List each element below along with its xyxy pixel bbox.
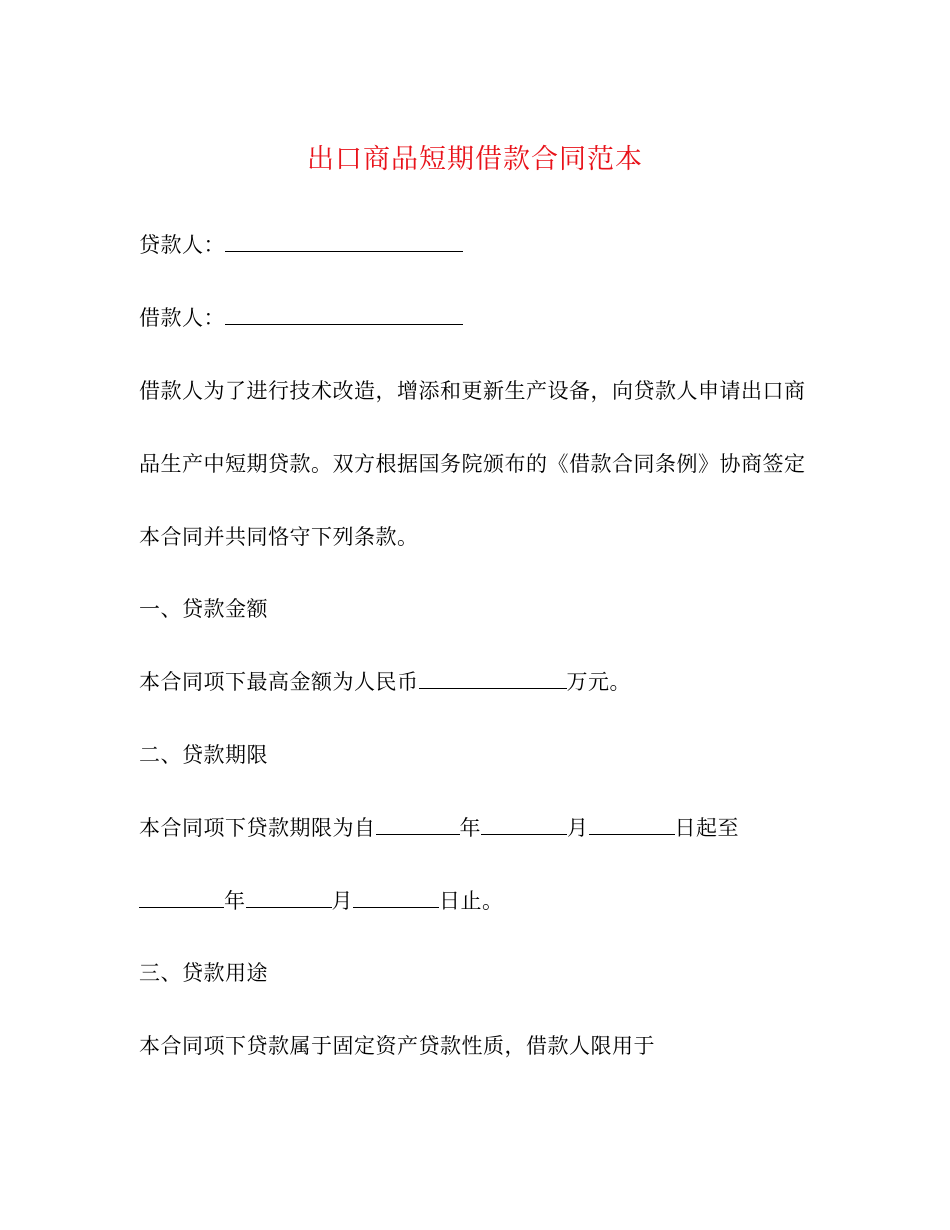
start-month-blank[interactable]	[481, 812, 567, 835]
end-month-blank[interactable]	[246, 885, 332, 908]
lender-line	[139, 229, 463, 261]
preamble-line-1: 借款人为了进行技术改造，增添和更新生产设备，向贷款人申请出口商	[139, 379, 806, 403]
borrower-label: 借款人：	[139, 306, 225, 330]
start-year-blank[interactable]	[376, 812, 460, 835]
section2-period-line-1	[139, 812, 739, 844]
end-year-blank[interactable]	[139, 885, 224, 908]
end-day-blank[interactable]	[353, 885, 439, 908]
end-month-unit: 月	[331, 889, 353, 913]
section3-text: 本合同项下贷款属于固定资产贷款性质，借款人限用于	[139, 1034, 655, 1058]
lender-label: 贷款人：	[139, 233, 225, 257]
section1-amount-line	[139, 666, 631, 698]
preamble-line-3: 本合同并共同恪守下列条款。	[139, 525, 419, 549]
preamble-line-2: 品生产中短期贷款。双方根据国务院颁布的《借款合同条例》协商签定	[139, 452, 806, 476]
start-year-unit: 年	[459, 816, 481, 840]
amount-blank[interactable]	[419, 666, 567, 689]
section2-period-line-2	[139, 885, 504, 917]
period-line2-suffix: 日止。	[439, 889, 504, 913]
period-line1-suffix: 日起至	[674, 816, 739, 840]
start-month-unit: 月	[567, 816, 589, 840]
document-title: 出口商品短期借款合同范本	[307, 144, 643, 175]
borrower-blank[interactable]	[225, 302, 463, 325]
start-day-blank[interactable]	[589, 812, 675, 835]
amount-text-before: 本合同项下最高金额为人民币	[139, 670, 419, 694]
lender-blank[interactable]	[225, 229, 463, 252]
section1-heading: 一、贷款金额	[139, 597, 268, 621]
period-prefix: 本合同项下贷款期限为自	[139, 816, 376, 840]
borrower-line	[139, 302, 463, 334]
amount-text-after: 万元。	[566, 670, 631, 694]
end-year-unit: 年	[224, 889, 246, 913]
section3-heading: 三、贷款用途	[139, 961, 268, 985]
section2-heading: 二、贷款期限	[139, 743, 268, 767]
